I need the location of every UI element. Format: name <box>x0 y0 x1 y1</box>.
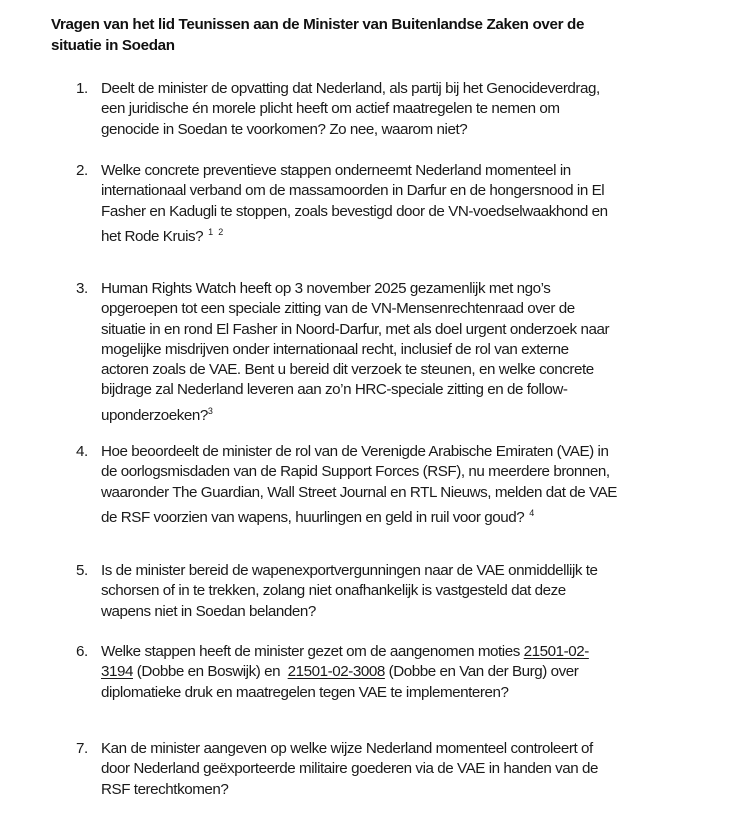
motie-link-3008[interactable]: 21501-02-3008 <box>287 663 385 681</box>
motie-link-3194[interactable]: 3194 <box>101 663 133 681</box>
question-text <box>101 561 721 622</box>
document-title <box>51 15 711 56</box>
question-number: 3. <box>76 280 88 297</box>
question-number: 7. <box>76 740 88 757</box>
text-line: door Nederland geëxporteerde militaire goederen via de VAE in handen van de <box>101 760 599 778</box>
text-line: schorsen of in te trekken, zolang niet onafhankelijk is vastgesteld dat deze <box>101 582 566 600</box>
title-line: Vragen van het lid Teunissen aan de Minister van Buitenlandse Zaken over de <box>51 16 585 33</box>
text-line <box>101 222 721 247</box>
question-number: 5. <box>76 562 88 579</box>
text-line: Deelt de minister de opvatting dat Nederland, als partij bij het Genocideverdrag, <box>101 80 600 97</box>
text-line: waaronder The Guardian, Wall Street Journal en RTL Nieuws, melden dat de VAE <box>101 483 617 501</box>
text-fragment: de RSF voorzien van wapens, huurlingen en geld in ruil voor goud? <box>101 508 525 526</box>
question-text <box>101 161 721 247</box>
question-number: 2. <box>76 162 88 179</box>
text-line: genocide in Soedan te voorkomen? Zo nee, waarom niet? <box>101 120 468 138</box>
text-line: Human Rights Watch heeft op 3 november 2025 gezamenlijk met ngo’s <box>101 280 551 297</box>
text-line: Is de minister bereid de wapenexportvergunningen naar de VAE onmiddellijk te <box>101 562 598 579</box>
text-line: Kan de minister aangeven op welke wijze Nederland momenteel controleert of <box>101 740 593 757</box>
footnote-ref[interactable]: 1 <box>208 226 214 237</box>
footnote-ref[interactable]: 2 <box>218 226 224 237</box>
text-line: opgeroepen tot een speciale zitting van de VN-Mensenrechtenraad over de <box>101 300 575 318</box>
question-number: 4. <box>76 443 88 460</box>
text-line <box>101 642 721 662</box>
question-text <box>101 79 721 140</box>
text-line: Welke concrete preventieve stappen onderneemt Nederland momenteel in <box>101 162 571 179</box>
text-line: de oorlogsmisdaden van de Rapid Support Forces (RSF), nu meerdere bronnen, <box>101 463 610 481</box>
text-fragment: uponderzoeken? <box>101 406 208 424</box>
text-line <box>101 503 721 528</box>
text-line: situatie in en rond El Fasher in Noord-Darfur, met als doel urgent onderzoek naar <box>101 320 610 338</box>
text-line: wapens niet in Soedan belanden? <box>101 602 316 620</box>
text-fragment: (Dobbe en Van der Burg) over <box>384 663 579 681</box>
text-fragment: Welke stappen heeft de minister gezet om de aangenomen moties <box>101 643 524 660</box>
text-line: internationaal verband om de massamoorden in Darfur en de hongersnood in El <box>101 182 605 200</box>
question-number: 1. <box>76 80 88 97</box>
title-line: situatie in Soedan <box>51 36 175 54</box>
text-line: mogelijke misdrijven onder internationaal recht, inclusief de rol van externe <box>101 340 569 358</box>
text-line: diplomatieke druk en maatregelen tegen VAE te implementeren? <box>101 683 509 701</box>
footnote-ref[interactable]: 3 <box>207 405 213 416</box>
text-line <box>101 662 721 682</box>
question-number: 6. <box>76 643 88 660</box>
text-line: Hoe beoordeelt de minister de rol van de Verenigde Arabische Emiraten (VAE) in <box>101 443 609 460</box>
question-text <box>101 279 721 426</box>
text-line <box>101 401 721 426</box>
text-line: een juridische én morele plicht heeft om actief maatregelen te nemen om <box>101 100 560 118</box>
text-fragment: het Rode Kruis? <box>101 227 204 245</box>
text-line: RSF terechtkomen? <box>101 780 229 798</box>
question-text <box>101 442 721 528</box>
text-line: actoren zoals de VAE. Bent u bereid dit verzoek te steunen, en welke concrete <box>101 361 594 379</box>
text-line: Fasher en Kadugli te stoppen, zoals bevestigd door de VN-voedselwaakhond en <box>101 202 608 220</box>
question-text <box>101 739 721 800</box>
text-line: bijdrage zal Nederland leveren aan zo’n HRC-speciale zitting en de follow- <box>101 381 568 399</box>
question-text <box>101 642 721 703</box>
motie-link-3194[interactable]: 21501-02- <box>523 643 589 660</box>
footnote-ref[interactable]: 4 <box>529 507 535 518</box>
text-fragment: (Dobbe en Boswijk) en <box>133 663 288 681</box>
